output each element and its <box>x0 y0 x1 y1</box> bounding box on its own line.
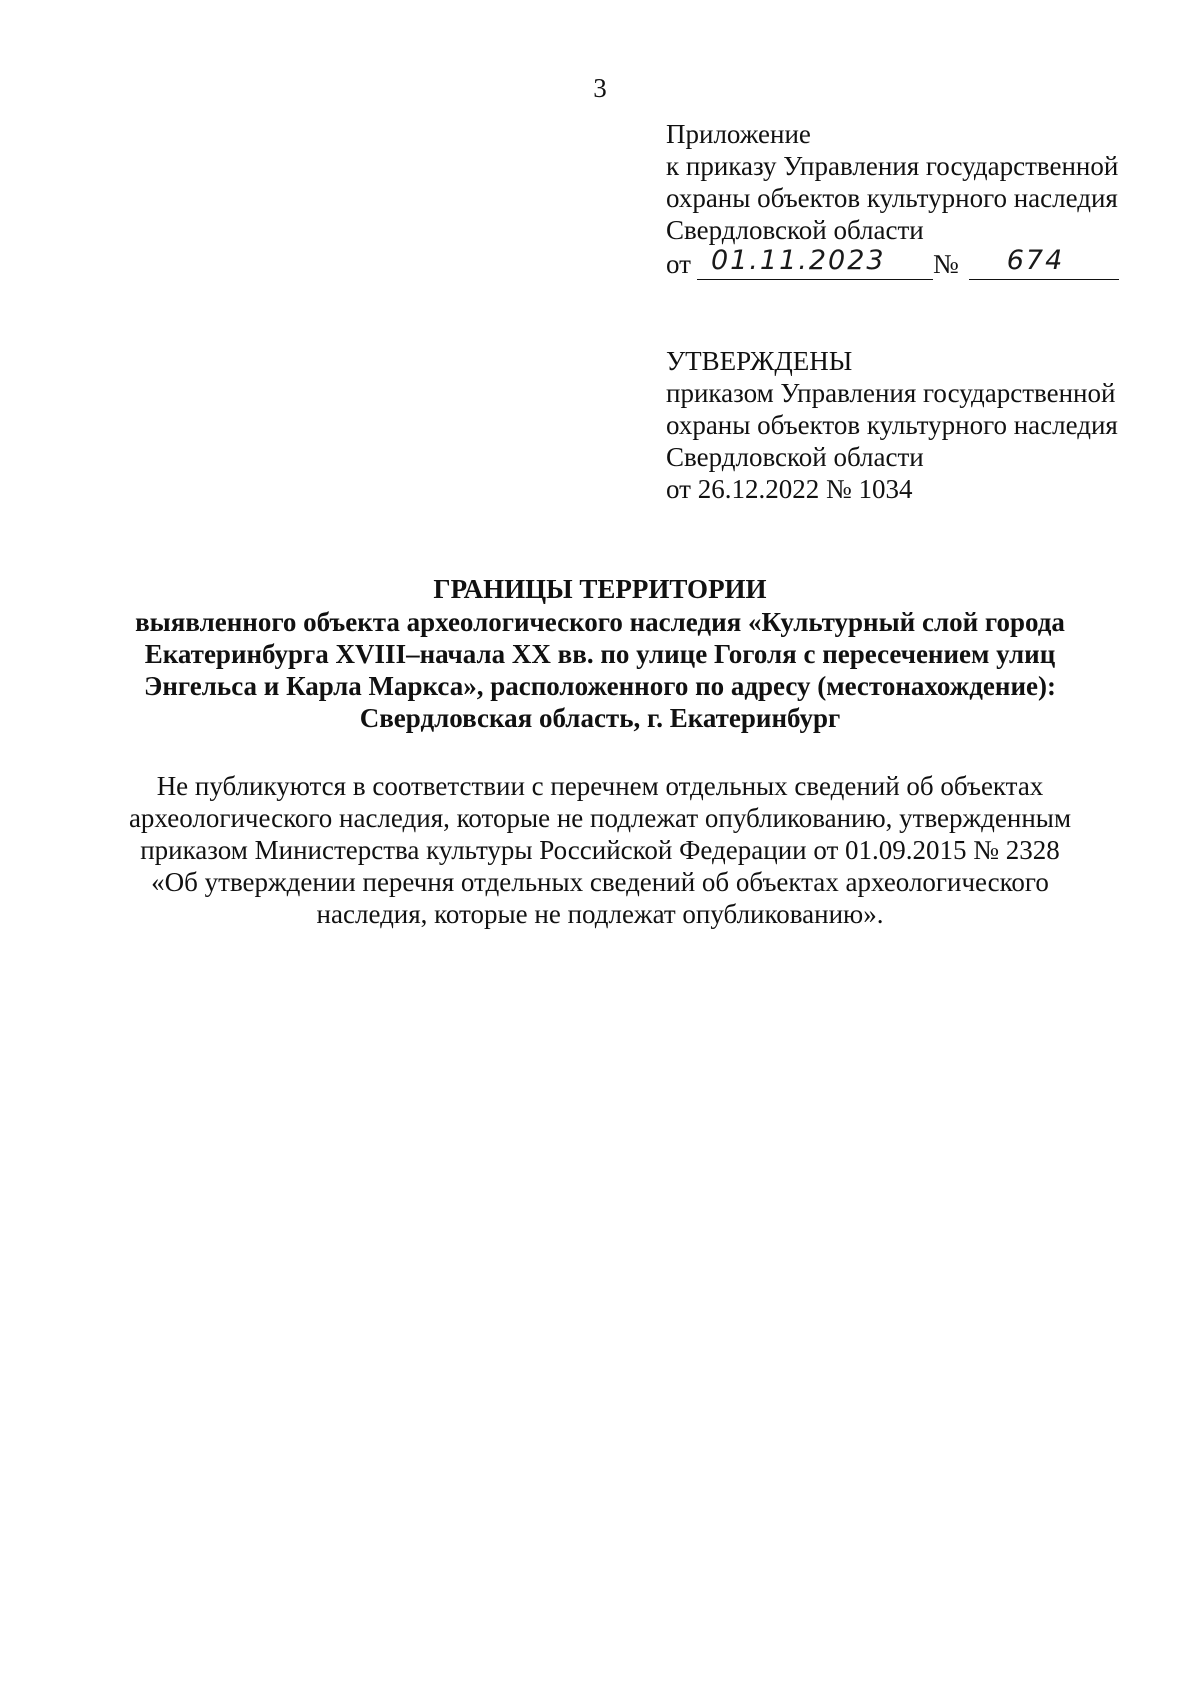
body-line: приказом Министерства культуры Российской Федерации от 01.09.2015 № 2328 <box>140 835 1060 865</box>
document-title <box>120 572 1080 734</box>
body-line: Не публикуются в соответствии с перечнем отдельных сведений об объектах <box>156 771 1044 801</box>
appendix-line: к приказу Управления государственной <box>666 151 1119 181</box>
body-line: «Об утверждении перечня отдельных сведений об объектах археологического <box>151 867 1049 897</box>
appendix-block <box>666 118 1119 280</box>
page-number: 3 <box>593 73 607 103</box>
body-paragraph <box>120 770 1080 930</box>
approved-line: приказом Управления государственной <box>666 378 1116 408</box>
number-blank <box>969 245 1119 280</box>
date-prefix: от <box>666 249 691 279</box>
approved-line: от 26.12.2022 № 1034 <box>666 474 913 504</box>
title-main: ГРАНИЦЫ ТЕРРИТОРИИ <box>433 574 767 604</box>
appendix-date-line <box>666 246 1119 280</box>
body-line: археологического наследия, которые не подлежат опубликованию, утвержденным <box>128 803 1072 833</box>
approved-block <box>666 345 1118 505</box>
handwritten-number: 674 <box>1006 245 1065 276</box>
handwritten-date: 01.11.2023 <box>710 245 886 276</box>
title-sub-line: выявленного объекта археологического наследия «Культурный слой города <box>135 607 1065 637</box>
date-blank <box>697 245 933 280</box>
title-sub-line: Екатеринбурга XVIII–начала XX вв. по улице Гоголя с пересечением улиц <box>144 639 1056 669</box>
title-sub-line: Энгельса и Карла Маркса», расположенного по адресу (местонахождение): <box>144 671 1056 701</box>
number-prefix: № <box>932 249 959 279</box>
title-sub-line: Свердловская область, г. Екатеринбург <box>359 703 841 733</box>
approved-line: охраны объектов культурного наследия <box>666 410 1118 440</box>
approved-heading: УТВЕРЖДЕНЫ <box>666 346 853 376</box>
appendix-line: Приложение <box>666 119 811 149</box>
appendix-line: Свердловской области <box>666 215 924 245</box>
body-line: наследия, которые не подлежат опубликованию». <box>316 899 884 929</box>
approved-line: Свердловской области <box>666 442 924 472</box>
appendix-line: охраны объектов культурного наследия <box>666 183 1118 213</box>
